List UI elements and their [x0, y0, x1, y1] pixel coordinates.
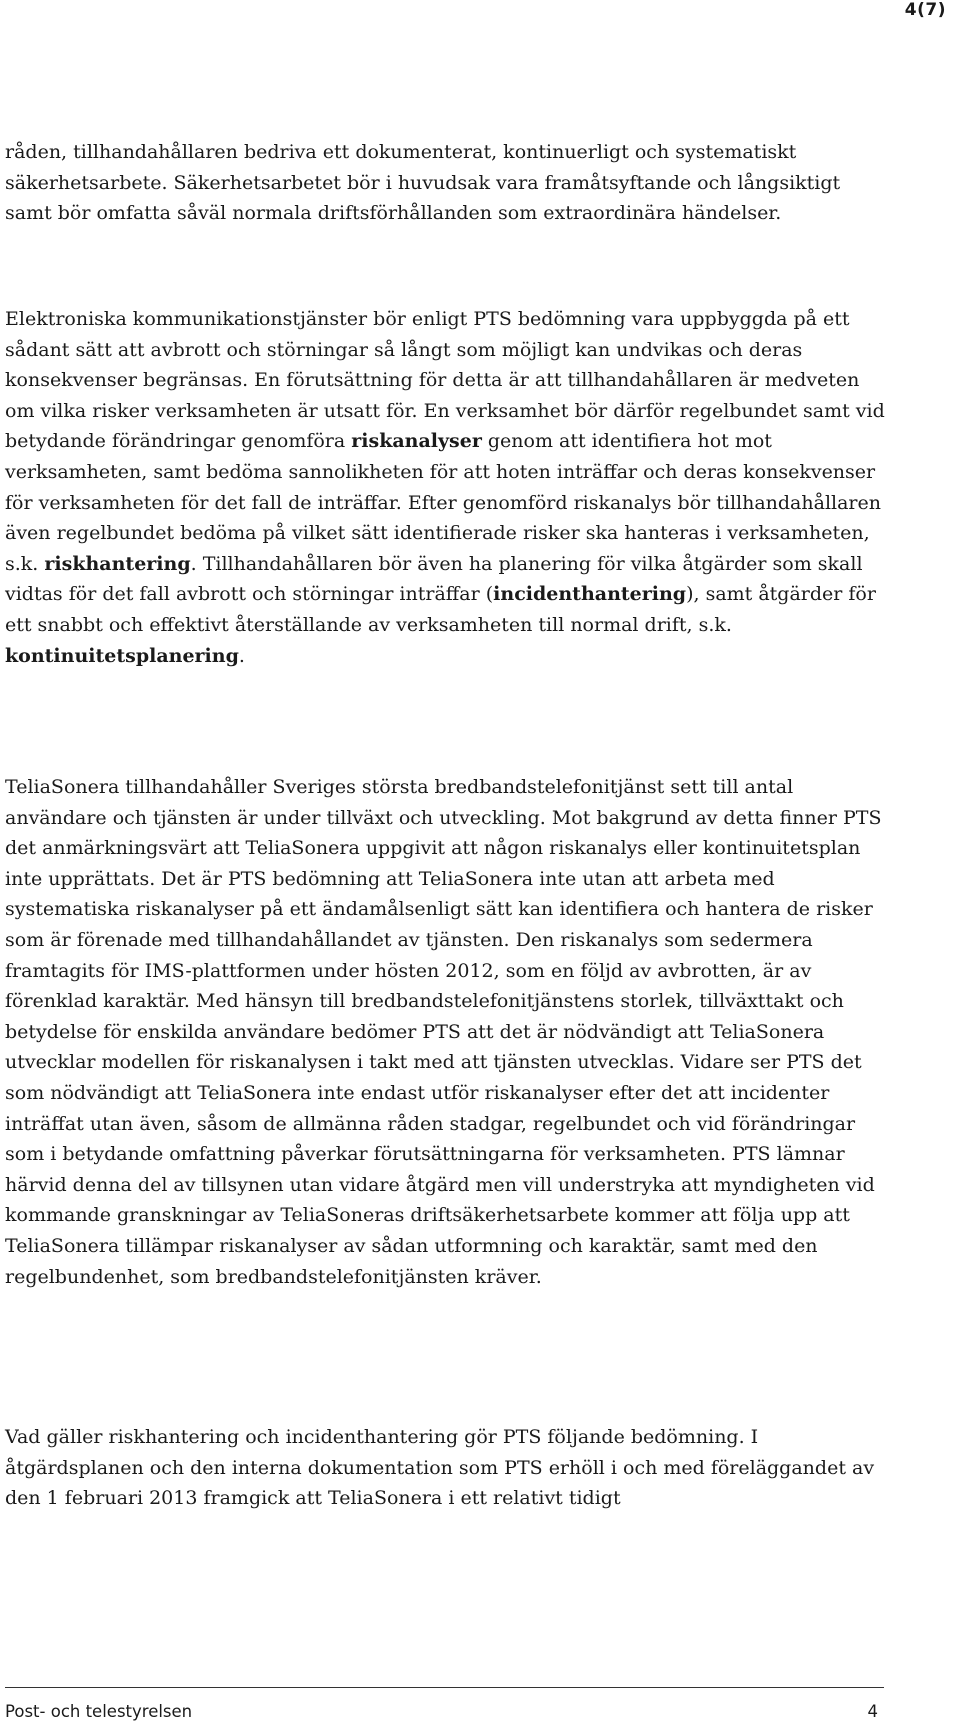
paragraph-1-text: råden, tillhandahållaren bedriva ett dokumenterat, kontinuerligt och systematiskt säkerhetsarbete. Säkerhetsarbetet bör i huvudsak vara framåtsyftande och långsiktigt samt bör omfatta såväl normala driftsförhållanden som extraordinära händelser. [5, 141, 841, 225]
paragraph-2-text: genom att identifiera hot mot verksamheten, samt bedöma sannolikheten för att hoten inträffar och deras konsekvenser för verksamheten för det fall de inträffar. Efter genomförd riskanalys bör tillhandahållaren även regelbundet bedöma på vilket sätt identifierade risker ska hanteras i verksamheten, s.k. [5, 430, 881, 575]
page-number-header: 4(7) [904, 0, 946, 20]
term-kontinuitetsplanering: kontinuitetsplanering [5, 644, 239, 667]
paragraph-4 [5, 1422, 891, 1514]
paragraph-3-text: TeliaSonera tillhandahåller Sveriges största bredbandstelefonitjänst sett till antal användare och tjänsten är under tillväxt och utveckling. Mot bakgrund av detta finner PTS det anmärkningsvärt att TeliaSonera uppgivit att någon riskanalys eller kontinuitetsplan inte upprättats. Det är PTS bedömning att TeliaSonera inte utan att arbeta med systematiska riskanalyser på ett ändamålsenligt sätt kan identifiera och hantera de risker som är förenade med tillhandahållandet av tjänsten. Den riskanalys som sedermera framtagits för IMS-plattformen under hösten 2012, som en följd av avbrotten, är av förenklad karaktär. Med hänsyn till bredbandstelefonitjänstens storlek, tillväxttakt och betydelse för enskilda användare bedömer PTS att det är nödvändigt att TeliaSonera utvecklar modellen för riskanalysen i takt med att tjänsten utvecklas. Vidare ser PTS det som nödvändigt att TeliaSonera inte endast utför riskanalyser efter det att incidenter inträffat utan även, såsom de allmänna råden stadgar, regelbundet och vid förändringar som i betydande omfattning påverkar förutsättningarna för verksamheten. PTS lämnar härvid denna del av tillsynen utan vidare åtgärd men vill understryka att myndigheten vid kommande granskningar av TeliaSoneras driftsäkerhetsarbete kommer att följa upp att TeliaSonera tillämpar riskanalyser av sådan utformning och karaktär, samt med den regelbundenhet, som bredbandstelefonitjänsten kräver. [5, 776, 882, 1288]
term-riskanalyser: riskanalyser [351, 430, 482, 453]
term-riskhantering: riskhantering [44, 552, 191, 575]
paragraph-2-text: . [238, 644, 245, 667]
footer-organization: Post- och telestyrelsen [5, 1702, 193, 1721]
paragraph-2-text: ), samt åtgärder för ett snabbt och effektivt återställande av verksamheten till normal drift, s.k. [5, 583, 876, 636]
paragraph-4-text: Vad gäller riskhantering och incidenthantering gör PTS följande bedömning. I åtgärdsplanen och den interna dokumentation som PTS erhöll i och med föreläggandet av den 1 februari 2013 framgick att TeliaSonera i ett relativt tidigt [5, 1426, 875, 1510]
paragraph-2-text: . Tillhandahållaren bör även ha planering för vilka åtgärder som skall vidtas för det fall avbrott och störningar inträffar ( [5, 552, 863, 606]
footer-divider [5, 1687, 884, 1688]
paragraph-2-text: Elektroniska kommunikationstjänster bör enligt PTS bedömning vara uppbyggda på ett sådant sätt att avbrott och störningar så långt som möjligt kan undvikas och deras konsekvenser begränsas. En förutsättning för detta är att tillhandahållaren är medveten om vilka risker verksamheten är utsatt för. En verksamhet bör därför regelbundet samt vid betydande förändringar genomföra [5, 308, 885, 453]
paragraph-2 [5, 304, 891, 671]
term-incidenthantering: incidenthantering [493, 583, 687, 606]
footer-page-number: 4 [867, 1702, 878, 1721]
paragraph-1 [5, 137, 891, 229]
paragraph-3 [5, 772, 891, 1292]
